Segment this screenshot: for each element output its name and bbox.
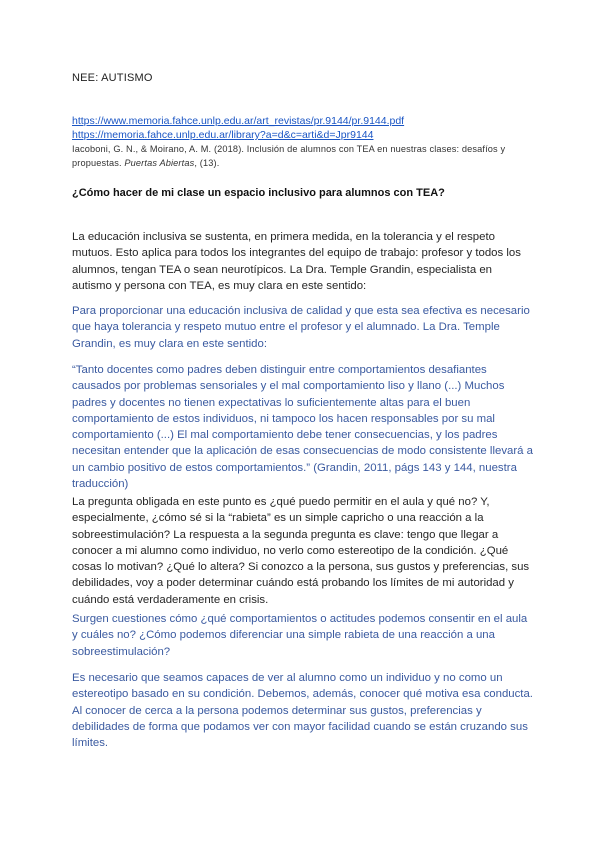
paragraph-inclusive-education: La educación inclusiva se sustenta, en primera medida, en la tolerancia y el respeto mutuos. Esto aplica para todos los integrantes del equipo de trabajo: profesor y todos los alumnos, tengan TEA o sean neurotípicos. La Dra. Temple Grandin, especialista en autismo y persona con TEA, es muy clara en este sentido:	[72, 231, 521, 292]
section-question-heading: ¿Cómo hacer de mi clase un espacio inclusivo para alumnos con TEA?	[72, 187, 445, 199]
paragraph-revised-questions: Surgen cuestiones cómo ¿qué comportamientos o actitudes podemos consentir en el aula y cuáles no? ¿Cómo podemos diferenciar una simple rabieta de una reacción a una sobreestimulación?	[72, 613, 528, 658]
citation-issue: , (13).	[194, 157, 220, 168]
references-block	[72, 114, 532, 170]
document-header-label: NEE: AUTISMO	[72, 72, 153, 84]
reference-link-pdf[interactable]: https://www.memoria.fahce.unlp.edu.ar/art_revistas/pr.9144/pr.9144.pdf	[72, 115, 405, 127]
citation-text: Iacoboni, G. N., & Moirano, A. M. (2018). Inclusión de alumnos con TEA en nuestras clases: desafíos y propuestas.	[72, 144, 506, 168]
paragraph-revised-inclusive-education: Para proporcionar una educación inclusiva de calidad y que esta sea efectiva es necesario que haya tolerancia y respeto mutuo entre el profesor y el alumnado. La Dra. Temple Grandin, es muy clara en este sentido:	[72, 305, 530, 350]
citation	[72, 143, 532, 170]
paragraph-key-question: La pregunta obligada en este punto es ¿qué puedo permitir en el aula y qué no? Y, especialmente, ¿cómo sé si la “rabieta” es un simple capricho o una reacción a la sobreestimulación? La respuesta a la segunda pregunta es clave: tengo que llegar a conocer a mi alumno como individuo, no verlo como estereotipo de la condición. ¿Qué cosas lo motivan? ¿Qué lo altera? Si conozco a la persona, sus gustos y preferencias, sus debilidades, voy a poder determinar cuándo está probando los límites de mi autoridad y cuándo está verdaderamente en crisis.	[72, 496, 530, 606]
reference-link-library[interactable]: https://memoria.fahce.unlp.edu.ar/library?a=d&c=arti&d=Jpr9144	[72, 129, 374, 141]
paragraph-grandin-quote: “Tanto docentes como padres deben distinguir entre comportamientos desafiantes causados por problemas sensoriales y el mal comportamiento liso y llano (...) Muchos padres y docentes no tienen expectativas lo suficientemente altas para el buen comportamiento de estos individuos, ni tampoco los hacen responsables por su mal comportamiento (...) El mal comportamiento debe tener consecuencias, y los padres necesitan entender que la aplicación de esas consecuencias de modo consistente llevará a un cambio positivo de estos comportamientos.” (Grandin, 2011, págs 143 y 144, nuestra traducción)	[72, 364, 533, 491]
citation-journal: Puertas Abiertas	[124, 157, 195, 168]
paragraph-revised-individual: Es necesario que seamos capaces de ver al alumno como un individuo y no como un estereotipo basado en su condición. Debemos, además, conocer qué motiva esa conducta. Al conocer de cerca a la persona podemos determinar sus gustos, preferencias y debilidades de forma que podamos ver con mayor facilidad cuando se están cruzando sus límites.	[72, 672, 533, 750]
